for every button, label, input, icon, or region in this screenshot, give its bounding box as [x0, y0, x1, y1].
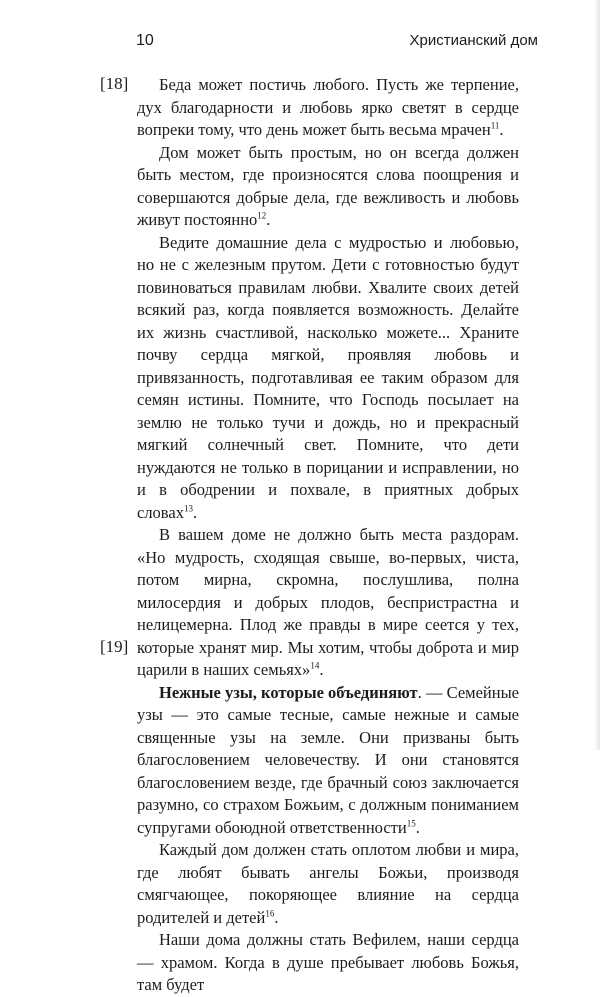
footnote-ref-12: 12 — [257, 210, 267, 221]
paragraph-6: Каждый дом должен стать оплотом любви и мира, где любят бывать ангелы Божьи, производя смягчающее, покоряющее влияние на сердца родителей и детей$^{16}$. — [137, 840, 519, 927]
paragraph-2: Дом может быть простым, но он всегда должен быть местом, где произносятся слова поощрения и совершаются добрые дела, где вежливость и любовь живут постоянно$^{12}$. — [137, 142, 519, 229]
footnote-ref-16: 16 — [265, 908, 275, 918]
running-title: Христианский дом — [409, 32, 538, 49]
paragraph-5: Нежные узы, которые объединяют. — Семейные узы — это самые тесные, самые нежные и самые священные узы на земле. Они призваны быть благословением человечеству. И они становятся благословением везде, где брачный союз заключается разумно, со страхом Божьим, с должным пониманием супругами обоюдной ответственности$^{15}$. — [137, 682, 519, 837]
page-marker-19: [19] — [100, 637, 129, 656]
paragraph-1: Беда может постичь любого. Пусть же терпение, дух благодарности и любовь ярко светят в сердце вопреки тому, что день может быть весьма мрачен$^{11}$. — [137, 75, 519, 139]
section-heading: Нежные узы, которые объединяют — [159, 682, 418, 702]
paragraph-3: Ведите домашние дела с мудростью и любовью, но не с железным прутом. Дети с готовностью будут повиноваться правилам любви. Хвалите своих детей всякий раз, когда появляется возможность. Делайте их жизнь счастливой, насколько можете... Храните почву сердца мягкой, проявляя любовь и привязанность, подготавливая ее таким образом для семян истины. Помните, что Господь посылает на землю не только тучи и дождь, но и прекрасный мягкий солнечный свет. Помните, что дети нуждаются не только в порицании и исправлении, но и в ободрении и похвале, в приятных добрых словах$^{13}$. — [137, 232, 519, 522]
footnote-ref-11: 11 — [490, 120, 500, 131]
page-header — [0, 0, 600, 60]
footnote-ref-13: 13 — [183, 503, 193, 513]
page-marker-18: [18] — [100, 74, 129, 93]
page-number: 10 — [136, 32, 154, 49]
footnote-ref-15: 15 — [406, 818, 416, 828]
paragraph-7: Наши дома должны стать Вефилем, наши сердца — храмом. Когда в душе пребывает любовь Божья, там будет — [137, 930, 519, 994]
footnote-ref-14: 14 — [310, 660, 320, 671]
body-text — [137, 74, 519, 997]
paragraph-4: В вашем доме не должно быть места раздорам. «Но мудрость, сходящая свыше, во-первых, чиста, потом мирна, скромна, послушлива, полна милосердия и добрых плодов, беспристрастна и нелицемерна. Плод же правды в мире сеется у тех, которые хранят мир. Мы хотим, чтобы доброта и мир царили в наших семьях»$^{14}$. — [137, 525, 519, 679]
